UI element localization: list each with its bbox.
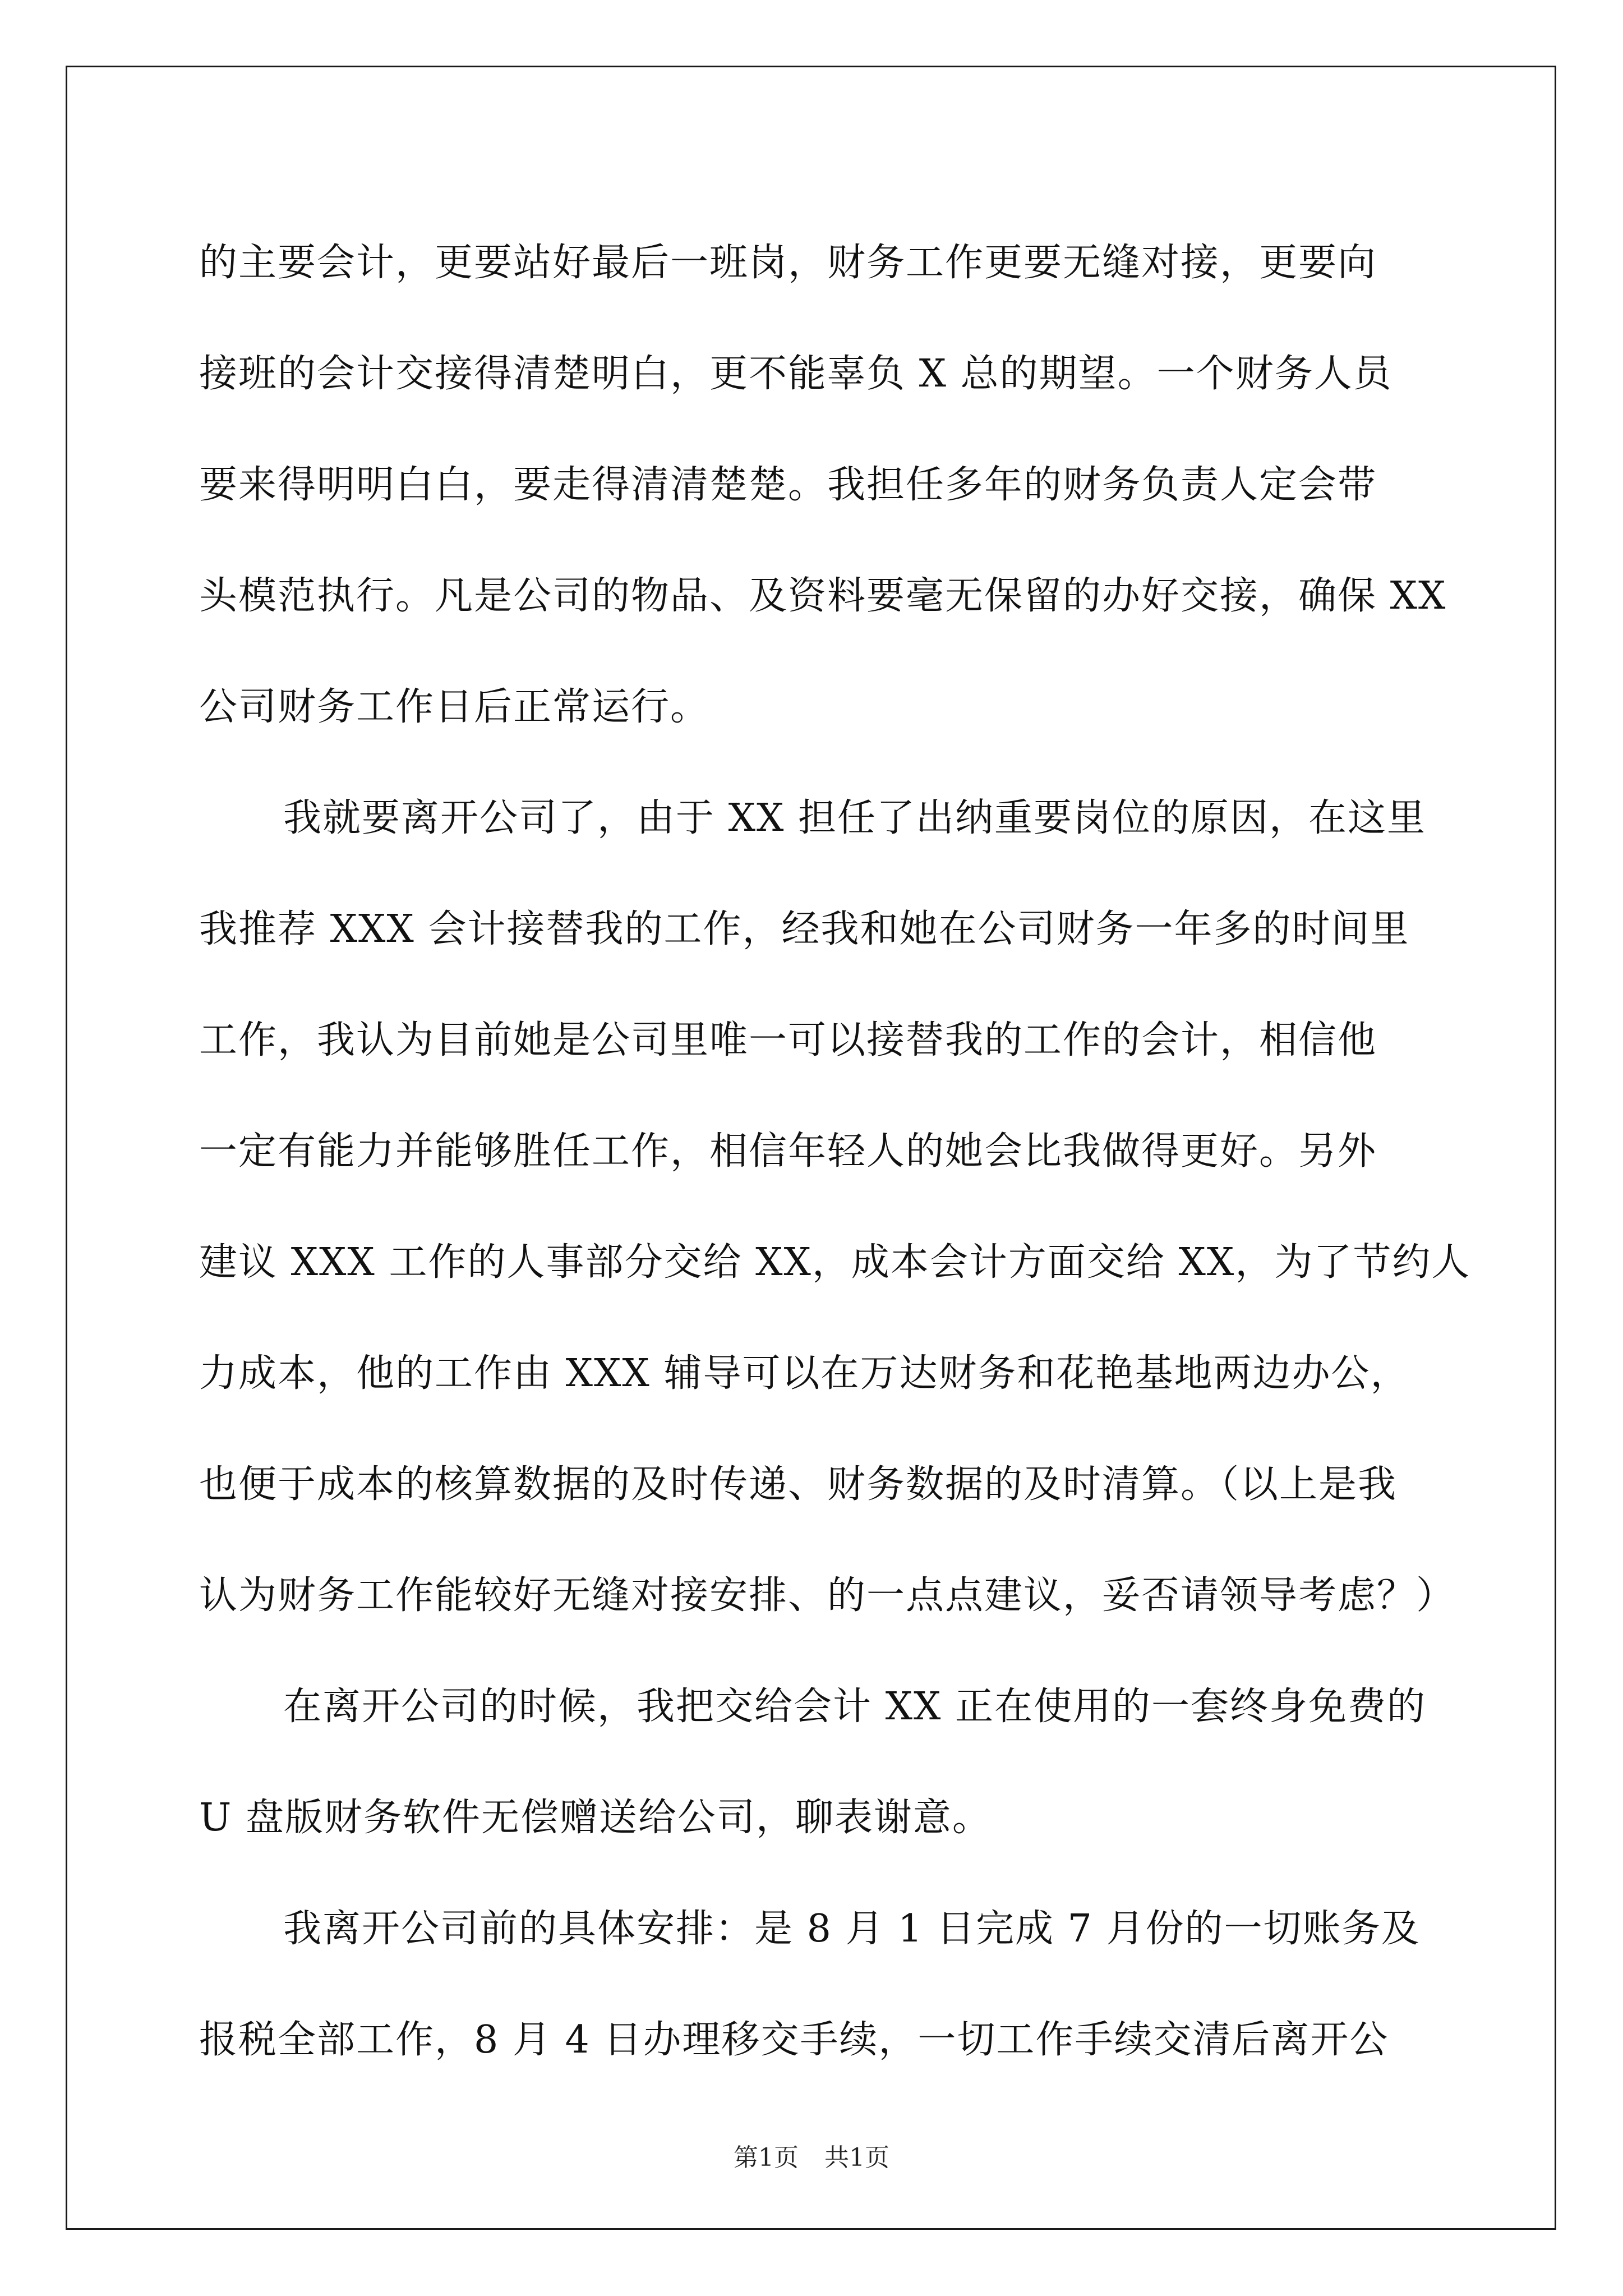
- paragraph-4: [199, 1874, 1467, 2096]
- paragraph-3: [199, 1651, 1467, 1874]
- text-line: 公司财务工作日后正常运行。: [199, 685, 710, 729]
- text-line: 我推荐 XXX 会计接替我的工作，经我和她在公司财务一年多的时间里: [199, 907, 1410, 951]
- page-number: 第1页: [734, 2143, 799, 2172]
- text-line: 也便于成本的核算数据的及时传递、财务数据的及时清算。（以上是我: [199, 1462, 1398, 1507]
- text-line: 要来得明明白白，要走得清清楚楚。我担任多年的财务负责人定会带: [199, 463, 1377, 507]
- paragraph-1: [199, 208, 1467, 763]
- text-line: 建议 XXX 工作的人事部分交给 XX，成本会计方面交给 XX，为了节约人: [199, 1240, 1471, 1285]
- text-line: 接班的会计交接得清楚明白，更不能辜负 X 总的期望。一个财务人员: [199, 352, 1393, 396]
- text-line: U 盘版财务软件无偿赠送给公司，聊表谢意。: [199, 1796, 992, 1840]
- text-line: 我就要离开公司了，由于 XX 担任了出纳重要岗位的原因，在这里: [283, 796, 1427, 840]
- page-total: 共1页: [824, 2143, 889, 2172]
- paragraph-2: [199, 763, 1471, 1651]
- text-line: 力成本，他的工作由 XXX 辅导可以在万达财务和花艳基地两边办公，: [199, 1351, 1410, 1396]
- page-footer: [0, 2137, 1623, 2173]
- text-line: 我离开公司前的具体安排：是 8 月 1 日完成 7 月份的一切账务及: [283, 1907, 1421, 1951]
- text-line: 一定有能力并能够胜任工作，相信年轻人的她会比我做得更好。另外: [199, 1129, 1377, 1174]
- text-line: 认为财务工作能较好无缝对接安排、的一点点建议，妥否请领导考虑？）: [199, 1573, 1456, 1618]
- text-line: 在离开公司的时候，我把交给会计 XX 正在使用的一套终身免费的: [283, 1685, 1427, 1729]
- text-line: 头模范执行。凡是公司的物品、及资料要毫无保留的办好交接，确保 XX: [199, 574, 1447, 618]
- document-body: [199, 208, 1471, 2096]
- text-line: 工作，我认为目前她是公司里唯一可以接替我的工作的会计，相信他: [199, 1018, 1377, 1062]
- text-line: 的主要会计，更要站好最后一班岗，财务工作更要无缝对接，更要向: [199, 241, 1377, 285]
- text-line: 报税全部工作，8 月 4 日办理移交手续，一切工作手续交清后离开公: [199, 2018, 1389, 2062]
